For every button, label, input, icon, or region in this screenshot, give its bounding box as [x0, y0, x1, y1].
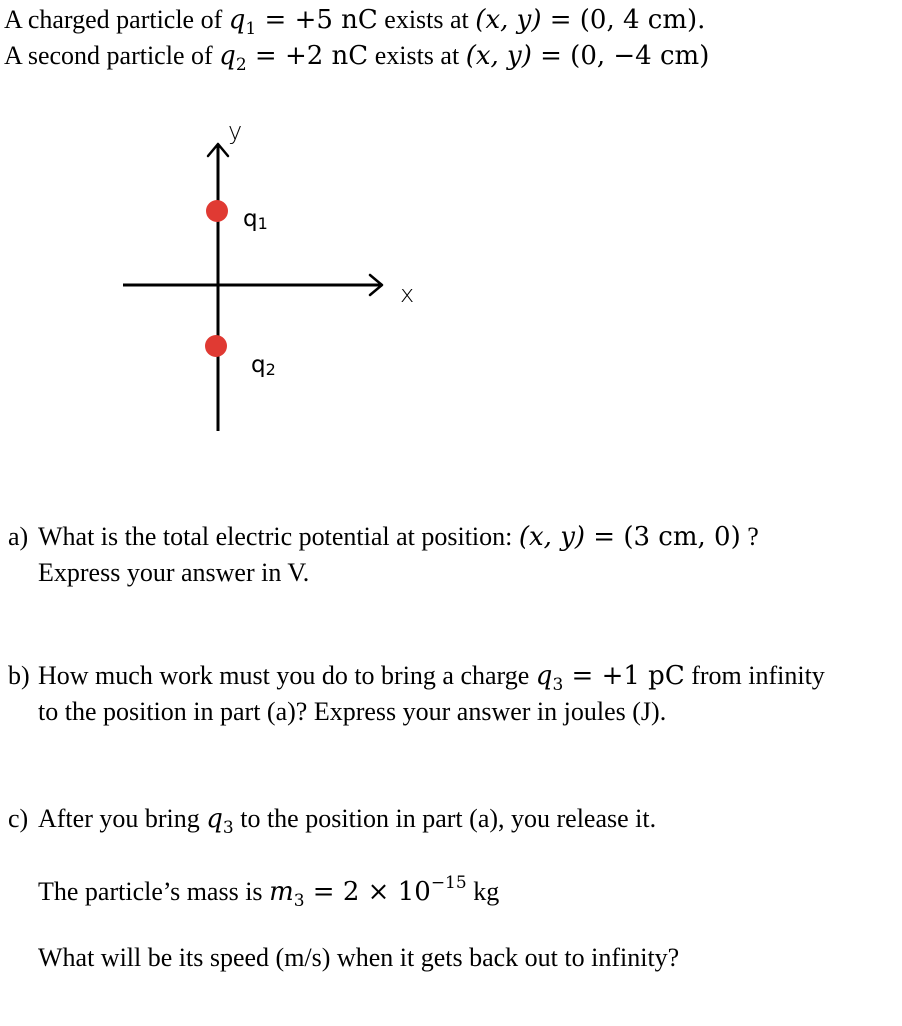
q3-value: = +1 pC: [563, 661, 685, 691]
charge-q2-label: [251, 352, 276, 379]
question-c-q3-symbol: q: [206, 804, 223, 834]
charge-q1-letter: q: [243, 206, 258, 232]
q3-subscript: 3: [552, 675, 564, 695]
charge-q2-marker: [205, 335, 227, 357]
q1-symbol: q: [228, 5, 246, 35]
question-b-label: b): [8, 661, 30, 690]
question-a-line-1: [8, 521, 759, 553]
x-axis-label: x: [400, 280, 415, 308]
question-c-q3-group: [206, 804, 234, 838]
m3-unit: kg: [466, 877, 500, 906]
q2-subscript: 2: [235, 55, 247, 75]
intro-1-coord-label: (x, y): [475, 5, 542, 35]
q3-symbol: q: [535, 661, 553, 691]
q1-symbol-group: [228, 5, 378, 39]
question-c-line-1: [8, 803, 656, 838]
charge-q1-label: [243, 206, 268, 233]
m3-symbol: m: [269, 877, 294, 907]
question-a-label: a): [8, 522, 29, 551]
y-axis-label: y: [228, 117, 243, 145]
question-a-text-2: ?: [740, 522, 759, 551]
intro-1-prefix: A charged particle of: [4, 5, 229, 34]
q2-value: = +2 nC: [246, 41, 369, 71]
q2-symbol: q: [219, 41, 236, 71]
intro-2-coord-value: = (0, −4 cm): [531, 41, 710, 71]
intro-2-coord-label: (x, y): [465, 41, 532, 71]
question-c-text-1: After you bring: [38, 804, 207, 833]
question-c-label: c): [8, 804, 29, 833]
charge-q2-letter: q: [251, 352, 266, 378]
q1-value: = +5 nC: [256, 5, 378, 35]
m3-value: = 2 × 10: [304, 877, 431, 907]
question-c-text-2: to the position in part (a), you release it.: [233, 804, 657, 833]
charge-q1-subscript: 1: [257, 214, 268, 233]
question-a-text-1: What is the total electric potential at position:: [38, 522, 519, 551]
q1-subscript: 1: [245, 19, 257, 39]
charge-q1-marker: [206, 200, 228, 222]
question-a-coord-label: (x, y): [518, 522, 586, 552]
q2-symbol-group: [219, 41, 369, 75]
q3-symbol-group: [535, 661, 685, 695]
question-b-text-2: from infinity: [684, 661, 825, 690]
intro-line-2: [4, 40, 709, 75]
m3-group: [269, 873, 467, 911]
charge-diagram: [100, 115, 440, 445]
question-c-q3-subscript: 3: [222, 818, 234, 838]
intro-line-1: [4, 4, 705, 39]
question-b-line-2: to the position in part (a)? Express your answer in joules (J).: [38, 697, 667, 726]
question-b-text-1: How much work must you do to bring a charge: [38, 661, 536, 690]
m3-exponent: −15: [430, 873, 467, 893]
question-b-line-1: [8, 660, 825, 695]
question-c-mass-text: The particle’s mass is: [38, 877, 270, 906]
intro-2-prefix: A second particle of: [4, 41, 220, 70]
question-c-line-3: What will be its speed (m/s) when it gets back out to infinity?: [38, 943, 680, 972]
charge-q2-subscript: 2: [265, 360, 276, 379]
question-c-mass-line: [38, 873, 499, 911]
intro-1-mid: exists at: [377, 5, 476, 34]
question-a-coord-value: = (3 cm, 0): [585, 522, 741, 552]
intro-1-coord-value: = (0, 4 cm).: [541, 5, 706, 35]
question-a-line-2: Express your answer in V.: [38, 558, 310, 587]
m3-subscript: 3: [293, 891, 305, 911]
intro-2-mid: exists at: [368, 41, 466, 70]
